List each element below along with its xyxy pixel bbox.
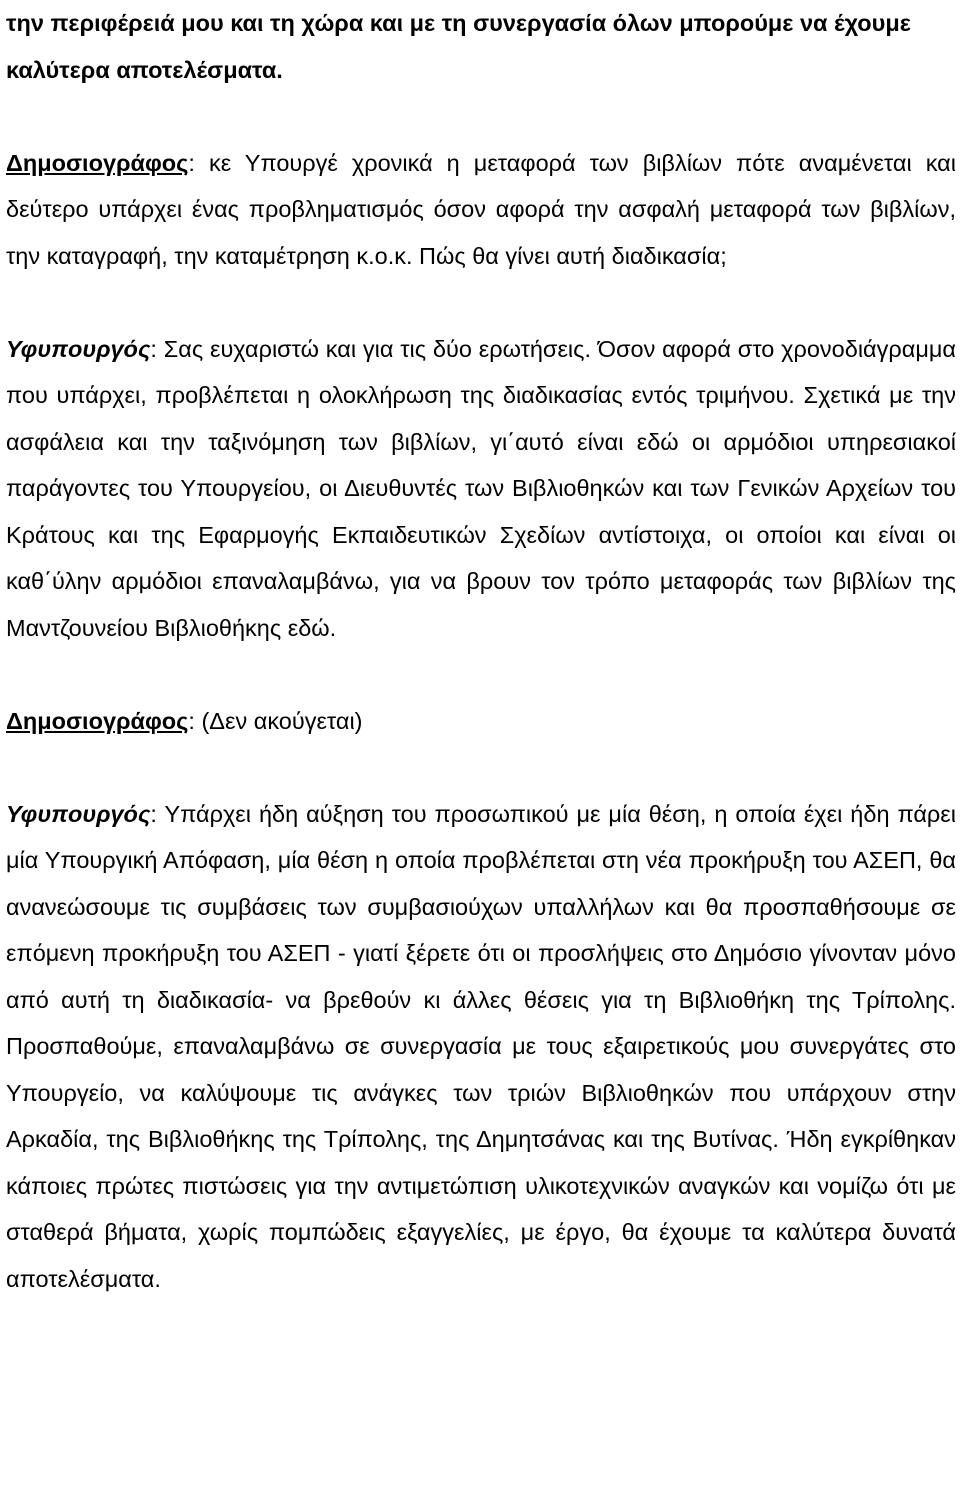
speaker-separator: : (150, 800, 157, 827)
paragraph-gap (6, 651, 956, 698)
answer-paragraph-1 (6, 326, 956, 652)
paragraph-gap (6, 93, 956, 140)
paragraph-gap (6, 744, 956, 791)
answer-paragraph-2 (6, 791, 956, 1303)
question-text-2: (Δεν ακούγεται) (194, 707, 363, 734)
answer-text-2: Υπάρχει ήδη αύξηση του προσωπικού με μία θέση, η οποία έχει ήδη πάρει μία Υπουργική Απόφαση, μία θέση η οποία προβλέπεται στη νέα προκήρυξη του ΑΣΕΠ, θα ανανεώσουμε τις συμβάσεις των συμβασιούχων υπαλλήλων και θα προσπαθήσουμε σε επόμενη προκήρυξη του ΑΣΕΠ - γιατί ξέρετε ότι οι προσλήψεις στο Δημόσιο γίνονταν μόνο από αυτή τη διαδικασία- να βρεθούν κι άλλες θέσεις για τη Βιβλιοθήκη της Τρίπολης. Προσπαθούμε, επαναλαμβάνω σε συνεργασία με τους εξαιρετικούς μου συνεργάτες στο Υπουργείο, να καλύψουμε τις ανάγκες των τριών Βιβλιοθηκών που υπάρχουν στην Αρκαδία, της Βιβλιοθήκης της Τρίπολης, της Δημητσάνας και της Βυτίνας. Ήδη εγκρίθηκαν κάποιες πρώτες πιστώσεις για την αντιμετώπιση υλικοτεχνικών αναγκών και νομίζω ότι με σταθερά βήματα, χωρίς πομπώδεις εξαγγελίες, με έργο, θα έχουμε τα καλύτερα δυνατά αποτελέσματα. (6, 800, 956, 1292)
speaker-deputy-minister: Υφυπουργός (6, 800, 151, 827)
intro-paragraph (6, 0, 956, 93)
question-paragraph-2 (6, 698, 956, 745)
document-page (6, 0, 956, 1302)
question-text-1: κε Υπουργέ χρονικά η μεταφορά των βιβλίων πότε αναμένεται και δεύτερο υπάρχει ένας προβληματισμός όσον αφορά την ασφαλή μεταφορά των βιβλίων, την καταγραφή, την καταμέτρηση κ.ο.κ. Πώς θα γίνει αυτή διαδικασία; (6, 149, 956, 269)
paragraph-gap (6, 279, 956, 326)
speaker-deputy-minister: Υφυπουργός (6, 335, 151, 362)
speaker-journalist: Δημοσιογράφος (6, 707, 189, 734)
speaker-separator: : (150, 335, 157, 362)
answer-text-1: Σας ευχαριστώ και για τις δύο ερωτήσεις. Όσον αφορά στο χρονοδιάγραμμα που υπάρχει, προβλέπεται η ολοκλήρωση της διαδικασίας εντός τριμήνου. Σχετικά με την ασφάλεια και την ταξινόμηση των βιβλίων, γι΄αυτό είναι εδώ οι αρμόδιοι υπηρεσιακοί παράγοντες του Υπουργείου, οι Διευθυντές των Βιβλιοθηκών και των Γενικών Αρχείων του Κράτους και της Εφαρμογής Εκπαιδευτικών Σχεδίων αντίστοιχα, οι οποίοι και είναι οι καθ΄ύλην αρμόδιοι επαναλαμβάνω, για να βρουν τον τρόπο μεταφοράς των βιβλίων της Μαντζουνείου Βιβλιοθήκης εδώ. (6, 335, 956, 641)
speaker-separator: : (188, 149, 195, 176)
speaker-separator: : (188, 707, 195, 734)
question-paragraph-1 (6, 140, 956, 280)
speaker-journalist: Δημοσιογράφος (6, 149, 189, 176)
intro-text: την περιφέρειά μου και τη χώρα και με τη συνεργασία όλων μπορούμε να έχουμε καλύτερα αποτελέσματα. (6, 10, 911, 83)
